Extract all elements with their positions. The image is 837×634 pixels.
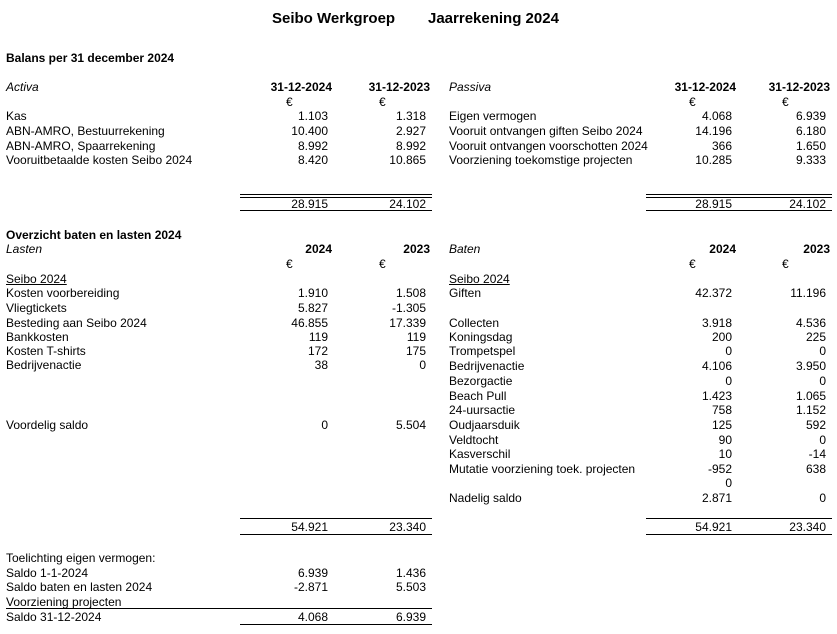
activa-total-2024: 28.915 [291, 197, 328, 211]
passiva-col-2023: 31-12-2023 [768, 80, 830, 94]
lasten-currency-2: € [379, 257, 386, 271]
lasten-total-2023: 23.340 [389, 520, 426, 534]
activa-row-value-2023: 1.318 [395, 109, 426, 123]
passiva-row-label: Voorziening toekomstige projecten [449, 153, 633, 167]
lasten-row-label: Bankkosten [6, 330, 69, 344]
baten-row-value-2023: -14 [808, 447, 826, 461]
baten-saldo-2023: 0 [819, 491, 826, 505]
passiva-row-value-2023: 9.333 [795, 153, 826, 167]
passiva-row-label: Vooruit ontvangen giften Seibo 2024 [449, 124, 643, 138]
lasten-row-label: Besteding aan Seibo 2024 [6, 316, 147, 330]
activa-label: Activa [6, 80, 39, 94]
baten-currency-2: € [782, 257, 789, 271]
lasten-row-label: Kosten voorbereiding [6, 286, 120, 300]
activa-col-2024: 31-12-2024 [270, 80, 332, 94]
baten-saldo-label: Nadelig saldo [449, 491, 522, 505]
baten-row-value-2024: 0 [725, 344, 732, 358]
baten-currency-1: € [689, 257, 696, 271]
baten-row-value-2024: 4.106 [701, 359, 732, 373]
passiva-label: Passiva [449, 80, 492, 94]
baten-row-value-2024: 10 [718, 447, 732, 461]
baten-row-value-2023: 638 [805, 462, 826, 476]
activa-row-value-2024: 8.420 [297, 153, 328, 167]
baten-row-value-2023: 3.950 [795, 359, 826, 373]
lasten-subheading: Seibo 2024 [6, 272, 67, 286]
baten-total-underline [646, 534, 832, 535]
toelichting-row-label: Voorziening projecten [6, 595, 122, 609]
toelichting-row-value-1: -2.871 [293, 580, 328, 594]
passiva-row-value-2023: 1.650 [795, 139, 826, 153]
activa-row-label: Vooruitbetaalde kosten Seibo 2024 [6, 153, 193, 167]
lasten-row-value-2023: 175 [405, 344, 426, 358]
baten-subheading: Seibo 2024 [449, 272, 510, 286]
lasten-col-2023: 2023 [403, 242, 430, 256]
toelichting-row-label: Saldo 1-1-2024 [6, 566, 89, 580]
toelichting-final-value-1: 4.068 [297, 610, 328, 624]
lasten-row-value-2023: 1.508 [395, 286, 426, 300]
activa-row-value-2024: 1.103 [297, 109, 328, 123]
baten-row-label: Trompetspel [449, 344, 516, 358]
passiva-row-label: Eigen vermogen [449, 109, 537, 123]
baten-label: Baten [449, 242, 481, 256]
baten-row-label: Mutatie voorziening toek. projecten [449, 462, 636, 476]
toelichting-row-label: Saldo baten en lasten 2024 [6, 580, 153, 594]
activa-currency-1: € [286, 95, 293, 109]
lasten-row-value-2024: 119 [308, 330, 328, 344]
lasten-currency-1: € [286, 257, 293, 271]
lasten-row-value-2024: 172 [307, 344, 328, 358]
passiva-total-underline [646, 210, 832, 211]
baten-row-label: Collecten [449, 316, 500, 330]
baten-saldo-2024: 2.871 [701, 491, 732, 505]
activa-row-label: ABN-AMRO, Spaarrekening [6, 139, 156, 153]
activa-total-2023: 24.102 [389, 197, 426, 211]
activa-total-underline [240, 210, 432, 211]
organization-title: Seibo Werkgroep [272, 10, 396, 27]
lasten-total-underline [240, 534, 432, 535]
baten-col-2023: 2023 [803, 242, 830, 256]
toelichting-final-value-2: 6.939 [395, 610, 426, 624]
activa-row-label: Kas [6, 109, 27, 123]
baten-row-value-2024: -952 [707, 462, 732, 476]
baten-row-value-2024: 125 [711, 418, 732, 432]
baten-row-value-2024: 200 [711, 330, 732, 344]
baten-row-value-2024: 0 [725, 476, 732, 490]
toelichting-row-value-2: 5.503 [395, 580, 426, 594]
balans-heading: Balans per 31 december 2024 [6, 51, 175, 65]
activa-currency-2: € [379, 95, 386, 109]
lasten-row-value-2024: 46.855 [291, 316, 328, 330]
lasten-row-value-2023: -1.305 [391, 301, 426, 315]
baten-col-2024: 2024 [709, 242, 736, 256]
baten-row-value-2024: 0 [725, 374, 732, 388]
baten-row-label: Beach Pull [449, 389, 507, 403]
passiva-row-value-2024: 366 [711, 139, 732, 153]
baten-giften-2023: 11.196 [790, 286, 826, 300]
activa-row-value-2024: 8.992 [297, 139, 328, 153]
baten-total-2023: 23.340 [789, 520, 826, 534]
activa-row-value-2023: 2.927 [395, 124, 426, 138]
lasten-row-label: Bedrijvenactie [6, 358, 82, 372]
baten-row-label: Bezorgactie [449, 374, 513, 388]
lasten-total-rule [240, 518, 432, 519]
lasten-row-label: Vliegtickets [6, 301, 67, 315]
passiva-row-label: Vooruit ontvangen voorschotten 2024 [449, 139, 648, 153]
toelichting-final-rule [6, 608, 432, 609]
passiva-total-2024: 28.915 [695, 197, 732, 211]
lasten-row-value-2023: 17.339 [389, 316, 426, 330]
lasten-row-label: Kosten T-shirts [6, 344, 86, 358]
activa-row-value-2023: 8.992 [395, 139, 426, 153]
passiva-row-value-2024: 14.196 [695, 124, 732, 138]
lasten-row-value-2024: 38 [314, 358, 328, 372]
baten-row-value-2023: 1.152 [795, 403, 826, 417]
baten-row-value-2023: 1.065 [795, 389, 826, 403]
lasten-row-value-2024: 1.910 [297, 286, 328, 300]
passiva-row-value-2023: 6.939 [795, 109, 826, 123]
passiva-currency-2: € [782, 95, 789, 109]
baten-row-value-2023: 4.536 [795, 316, 826, 330]
baten-row-value-2023: 225 [805, 330, 826, 344]
toelichting-row-value-2: 1.436 [395, 566, 426, 580]
baten-total-2024: 54.921 [695, 520, 732, 534]
baten-row-value-2024: 90 [718, 433, 732, 447]
baten-row-label: Veldtocht [449, 433, 499, 447]
baten-giften-2024: 42.372 [695, 286, 732, 300]
lasten-label: Lasten [6, 242, 43, 256]
baten-row-label: 24-uursactie [449, 403, 516, 417]
baten-row-label: Oudjaarsduik [449, 418, 520, 432]
passiva-col-2024: 31-12-2024 [674, 80, 736, 94]
passiva-currency-1: € [689, 95, 696, 109]
passiva-row-value-2023: 6.180 [795, 124, 826, 138]
lasten-total-2024: 54.921 [291, 520, 328, 534]
toelichting-final-label: Saldo 31-12-2024 [6, 610, 102, 624]
baten-row-value-2023: 592 [805, 418, 826, 432]
baten-total-rule [646, 518, 832, 519]
passiva-row-value-2024: 10.285 [695, 153, 732, 167]
passiva-total-2023: 24.102 [789, 197, 826, 211]
lasten-saldo-2023: 5.504 [395, 418, 426, 432]
baten-row-label: Koningsdag [449, 330, 513, 344]
baten-row-value-2024: 3.918 [701, 316, 732, 330]
toelichting-heading: Toelichting eigen vermogen: [6, 551, 156, 565]
toelichting-final-underline [240, 624, 432, 625]
baten-row-value-2024: 758 [711, 403, 732, 417]
lasten-saldo-label: Voordelig saldo [6, 418, 89, 432]
lasten-row-value-2023: 119 [406, 330, 426, 344]
activa-row-value-2024: 10.400 [291, 124, 328, 138]
activa-row-value-2023: 10.865 [389, 153, 426, 167]
baten-row-value-2024: 1.423 [701, 389, 732, 403]
lasten-col-2024: 2024 [305, 242, 332, 256]
baten-row-label: Bedrijvenactie [449, 359, 525, 373]
overzicht-heading: Overzicht baten en lasten 2024 [6, 228, 182, 242]
activa-row-label: ABN-AMRO, Bestuurrekening [6, 124, 165, 138]
report-title: Jaarrekening 2024 [428, 10, 559, 27]
lasten-row-value-2023: 0 [419, 358, 426, 372]
passiva-row-value-2024: 4.068 [701, 109, 732, 123]
activa-col-2023: 31-12-2023 [368, 80, 430, 94]
lasten-saldo-2024: 0 [321, 418, 328, 432]
baten-row-label: Kasverschil [449, 447, 511, 461]
baten-row-value-2023: 0 [819, 374, 826, 388]
baten-row-value-2023: 0 [819, 433, 826, 447]
baten-giften-label: Giften [449, 286, 482, 300]
baten-row-value-2023: 0 [819, 344, 826, 358]
toelichting-row-value-1: 6.939 [297, 566, 328, 580]
lasten-row-value-2024: 5.827 [297, 301, 328, 315]
